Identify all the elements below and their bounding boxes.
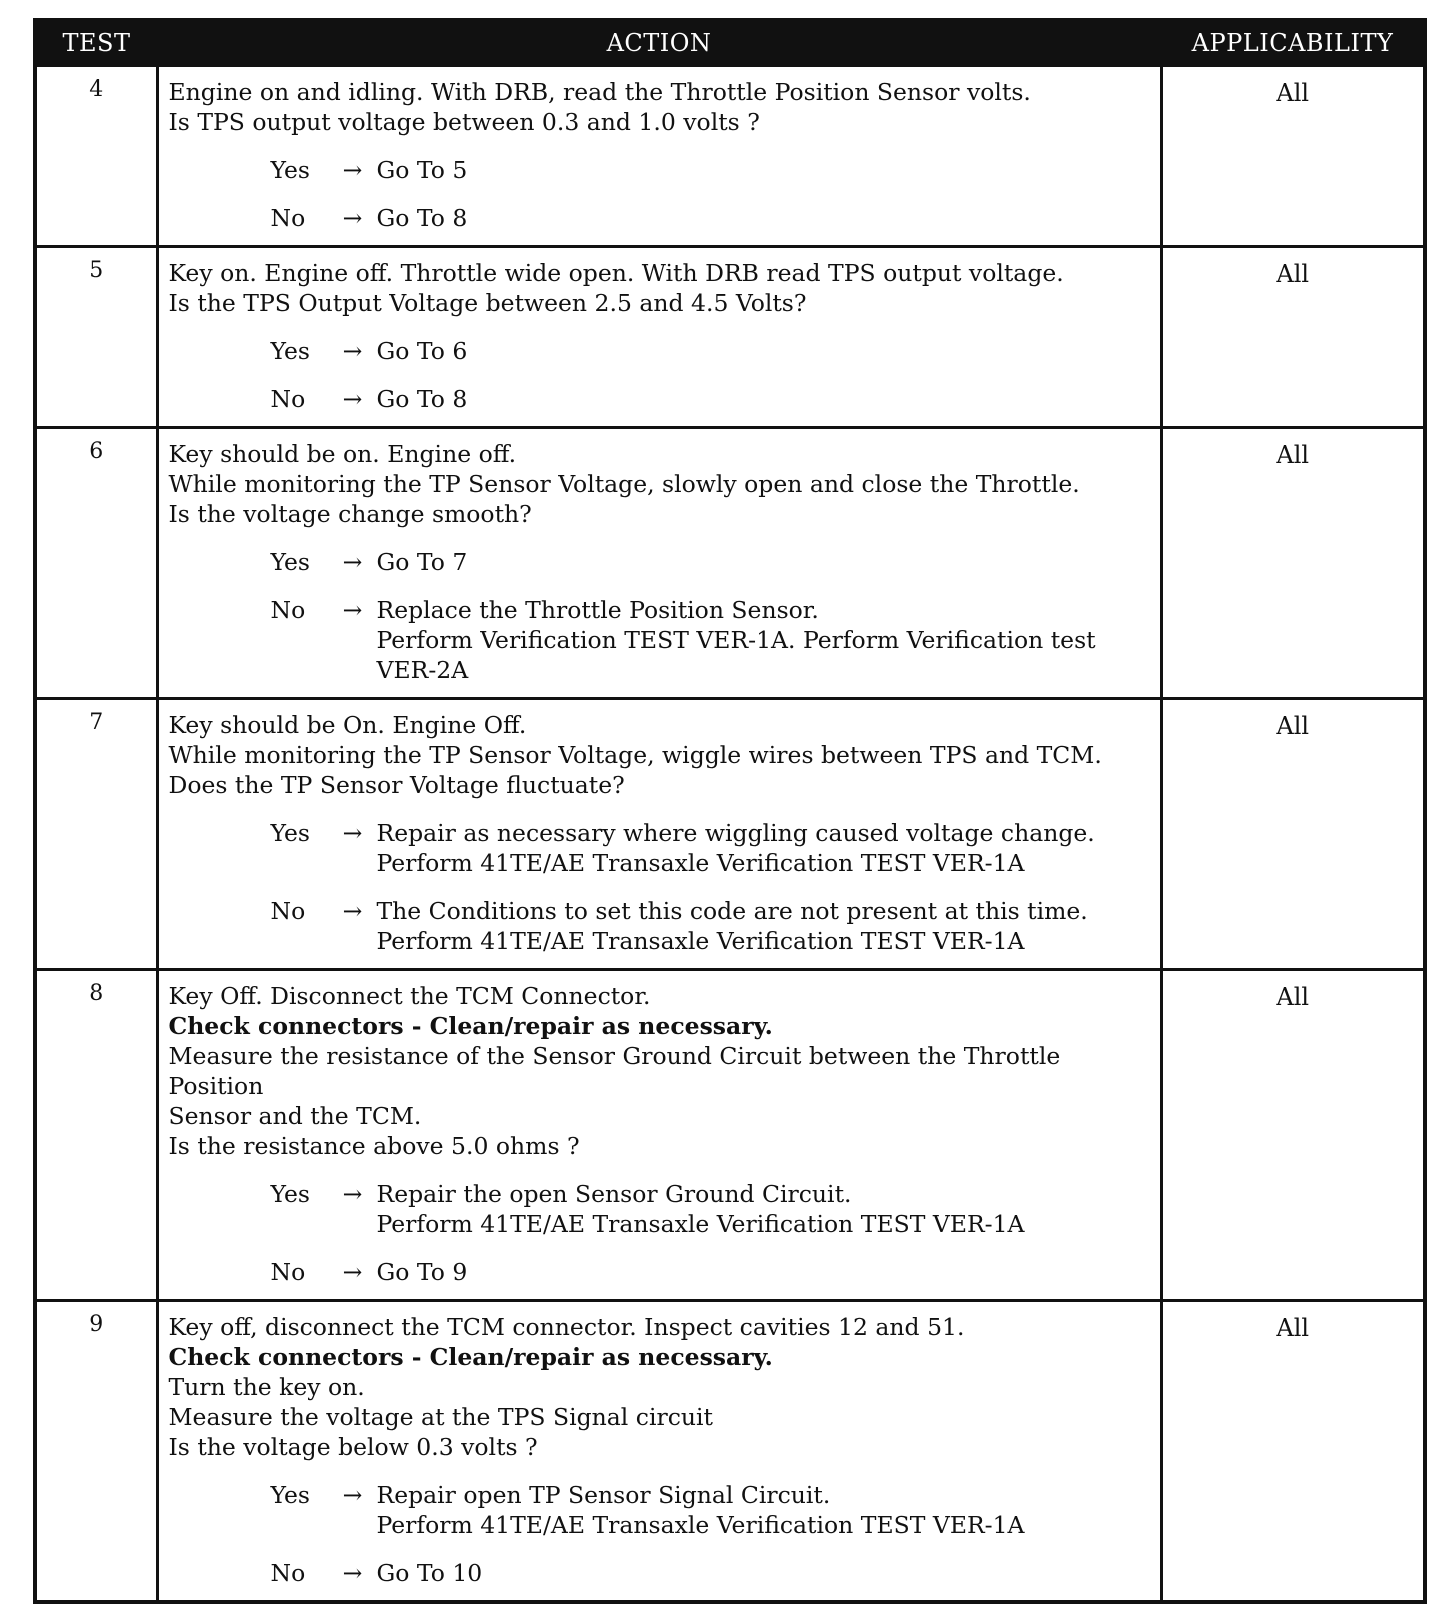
action-instruction: Is the TPS Output Voltage between 2.5 and 4.5 Volts? (168, 289, 807, 317)
branch-answer: No (270, 385, 306, 413)
action-instruction: While monitoring the TP Sensor Voltage, wiggle wires between TPS and TCM. (168, 741, 1102, 769)
table-row (35, 1301, 1425, 1603)
arrow-icon: → (342, 156, 363, 184)
branch-yes (271, 1179, 1150, 1239)
table-header-row (35, 20, 1425, 66)
branch-no (271, 1558, 1150, 1588)
arrow-icon: → (342, 204, 363, 232)
branch-result (377, 203, 1150, 233)
branch-list (169, 336, 1150, 414)
table-row (35, 66, 1425, 247)
branch-answer: Yes (270, 1481, 310, 1509)
arrow-icon: → (342, 1559, 363, 1587)
arrow-icon: → (342, 385, 363, 413)
branch-result-line: Repair as necessary where wiggling caused voltage change. (376, 819, 1095, 847)
test-number: 7 (35, 699, 157, 970)
branch-result (377, 896, 1150, 956)
branch-answer: Yes (270, 819, 310, 847)
branch-result (377, 155, 1150, 185)
action-instruction: Is the resistance above 5.0 ohms ? (168, 1132, 580, 1160)
branch-no (271, 1257, 1150, 1287)
action-instruction: Key on. Engine off. Throttle wide open. With DRB read TPS output voltage. (168, 259, 1064, 287)
branch-result (377, 1558, 1150, 1588)
action-cell (157, 428, 1161, 699)
branch-no (271, 384, 1150, 414)
arrow-icon: → (342, 819, 363, 847)
action-instruction: Engine on and idling. With DRB, read the Throttle Position Sensor volts. (168, 78, 1031, 106)
action-instruction: Sensor and the TCM. (168, 1102, 422, 1130)
branch-no (271, 203, 1150, 233)
branch-no (271, 896, 1150, 956)
header-action: ACTION (157, 20, 1161, 66)
branch-result-line: Go To 7 (376, 548, 468, 576)
branch-result-line: Perform 41TE/AE Transaxle Verification TEST VER-1A (376, 849, 1025, 877)
diagnostic-test-table (33, 18, 1427, 1604)
action-instruction: Measure the resistance of the Sensor Ground Circuit between the Throttle Position (168, 1042, 1061, 1100)
table-row (35, 428, 1425, 699)
table-row (35, 699, 1425, 970)
action-instruction: Is the voltage below 0.3 volts ? (168, 1433, 538, 1461)
test-number: 9 (35, 1301, 157, 1603)
action-instruction: While monitoring the TP Sensor Voltage, slowly open and close the Throttle. (168, 470, 1080, 498)
branch-result-line: Perform 41TE/AE Transaxle Verification TEST VER-1A (376, 927, 1025, 955)
arrow-icon: → (342, 1481, 363, 1509)
action-instruction: Is TPS output voltage between 0.3 and 1.0 volts ? (168, 108, 760, 136)
branch-answer: Yes (270, 548, 310, 576)
table-row (35, 247, 1425, 428)
branch-answer: No (270, 204, 306, 232)
applicability-value: All (1161, 428, 1425, 699)
branch-result (377, 547, 1150, 577)
branch-result (377, 384, 1150, 414)
action-instruction: Is the voltage change smooth? (168, 500, 532, 528)
arrow-icon: → (342, 337, 363, 365)
branch-result (377, 1179, 1150, 1239)
table-body (35, 66, 1425, 1603)
action-cell (157, 247, 1161, 428)
branch-yes (271, 336, 1150, 366)
action-cell (157, 1301, 1161, 1603)
branch-list (169, 547, 1150, 685)
header-applicability: APPLICABILITY (1161, 20, 1425, 66)
branch-result-line: Go To 9 (376, 1258, 468, 1286)
branch-answer: No (270, 1559, 306, 1587)
branch-answer: No (270, 1258, 306, 1286)
action-cell (157, 699, 1161, 970)
arrow-icon: → (342, 1258, 363, 1286)
branch-result (377, 336, 1150, 366)
branch-answer: Yes (270, 1180, 310, 1208)
action-instruction: Key should be On. Engine Off. (168, 711, 527, 739)
branch-result-line: Go To 6 (376, 337, 468, 365)
action-instruction-bold: Check connectors - Clean/repair as necessary. (168, 1012, 773, 1040)
branch-list (169, 1179, 1150, 1287)
branch-list (169, 818, 1150, 956)
applicability-value: All (1161, 66, 1425, 247)
header-test: TEST (35, 20, 157, 66)
branch-result-line: Perform 41TE/AE Transaxle Verification TEST VER-1A (376, 1511, 1025, 1539)
branch-answer: Yes (270, 337, 310, 365)
branch-result-line: Go To 5 (376, 156, 468, 184)
action-instruction: Turn the key on. (168, 1373, 365, 1401)
branch-answer: Yes (270, 156, 310, 184)
branch-result-line: The Conditions to set this code are not present at this time. (376, 897, 1088, 925)
branch-yes (271, 1480, 1150, 1540)
table-row (35, 970, 1425, 1301)
action-instruction: Key off, disconnect the TCM connector. Inspect cavities 12 and 51. (168, 1313, 965, 1341)
applicability-value: All (1161, 699, 1425, 970)
branch-no (271, 595, 1150, 685)
action-cell (157, 970, 1161, 1301)
action-instruction: Key should be on. Engine off. (168, 440, 517, 468)
arrow-icon: → (342, 548, 363, 576)
branch-result (377, 1480, 1150, 1540)
branch-yes (271, 547, 1150, 577)
branch-result-line: Go To 8 (376, 385, 468, 413)
action-instruction: Does the TP Sensor Voltage fluctuate? (168, 771, 625, 799)
branch-result-line: Repair the open Sensor Ground Circuit. (376, 1180, 852, 1208)
test-number: 5 (35, 247, 157, 428)
arrow-icon: → (342, 1180, 363, 1208)
branch-answer: No (270, 596, 306, 624)
branch-answer: No (270, 897, 306, 925)
applicability-value: All (1161, 247, 1425, 428)
branch-result-line: Repair open TP Sensor Signal Circuit. (376, 1481, 831, 1509)
diagnostic-page (33, 18, 1423, 1604)
test-number: 8 (35, 970, 157, 1301)
branch-result (377, 818, 1150, 878)
applicability-value: All (1161, 1301, 1425, 1603)
action-instruction: Measure the voltage at the TPS Signal circuit (168, 1403, 713, 1431)
applicability-value: All (1161, 970, 1425, 1301)
branch-yes (271, 155, 1150, 185)
action-cell (157, 66, 1161, 247)
branch-yes (271, 818, 1150, 878)
branch-list (169, 155, 1150, 233)
branch-result-line: VER-2A (376, 656, 469, 684)
branch-list (169, 1480, 1150, 1588)
branch-result-line: Go To 8 (376, 204, 468, 232)
arrow-icon: → (342, 596, 363, 624)
test-number: 6 (35, 428, 157, 699)
branch-result-line: Replace the Throttle Position Sensor. (376, 596, 819, 624)
action-instruction-bold: Check connectors - Clean/repair as necessary. (168, 1343, 773, 1371)
action-instruction: Key Off. Disconnect the TCM Connector. (168, 982, 651, 1010)
branch-result (377, 595, 1150, 685)
branch-result-line: Perform 41TE/AE Transaxle Verification TEST VER-1A (376, 1210, 1025, 1238)
branch-result-line: Go To 10 (376, 1559, 483, 1587)
arrow-icon: → (342, 897, 363, 925)
test-number: 4 (35, 66, 157, 247)
branch-result (377, 1257, 1150, 1287)
branch-result-line: Perform Verification TEST VER-1A. Perform Verification test (376, 626, 1096, 654)
